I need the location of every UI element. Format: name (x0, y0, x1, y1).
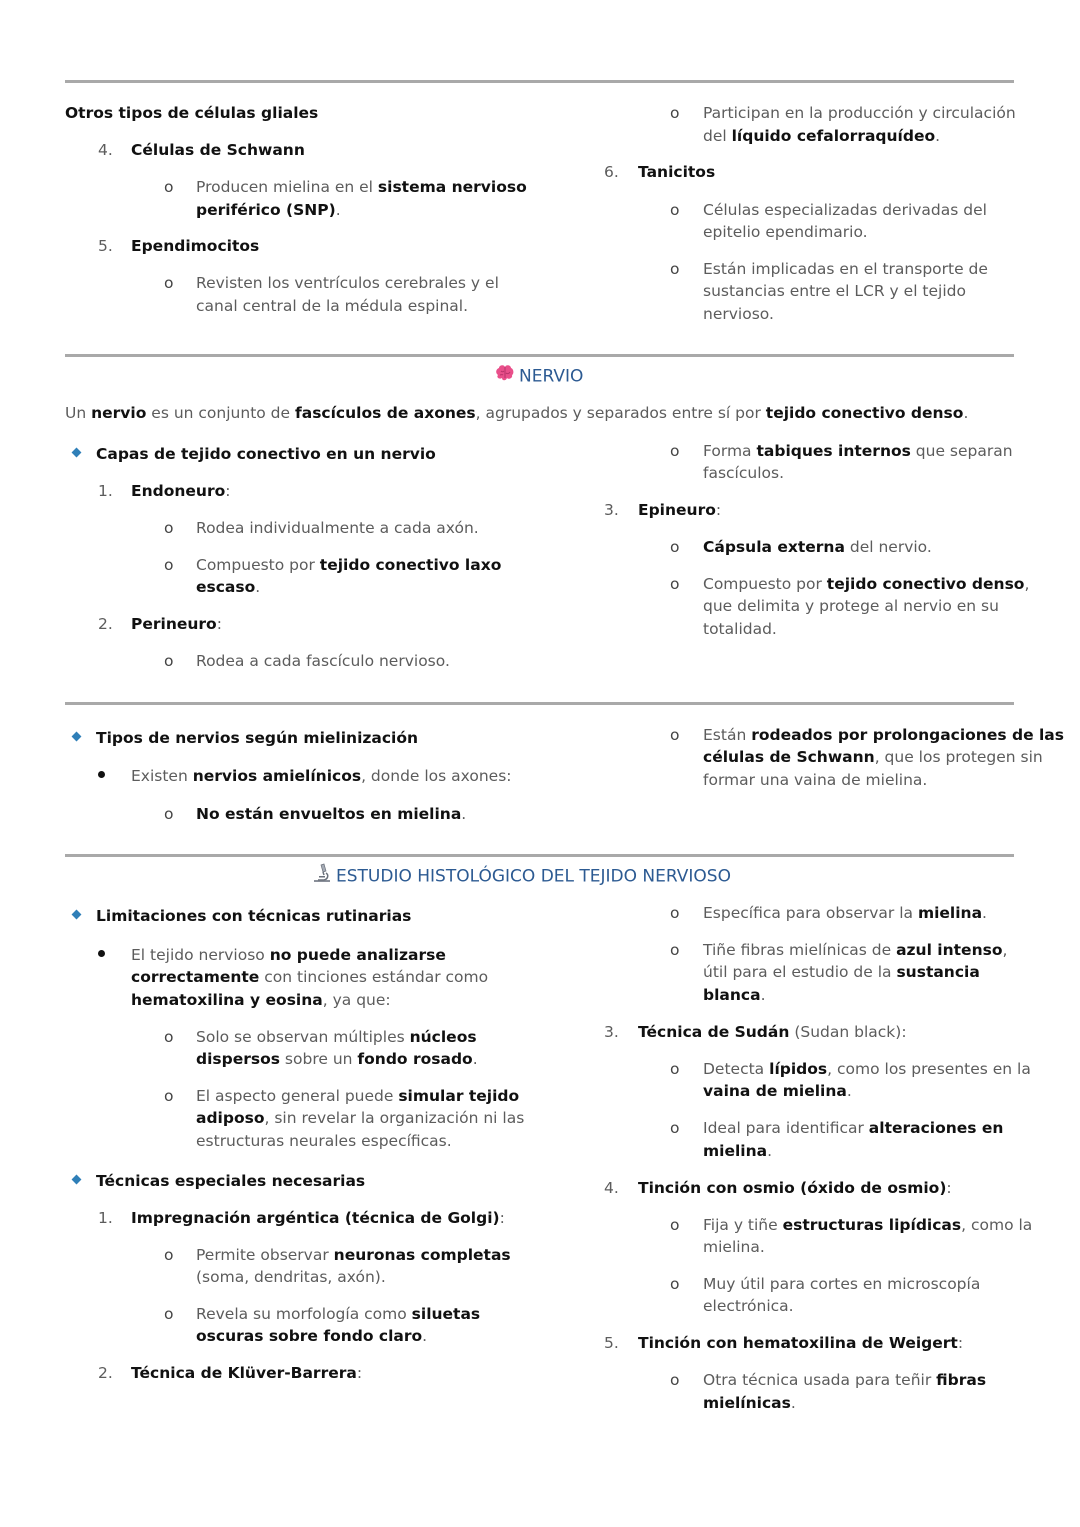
bullet-text: fascículos. (703, 464, 784, 482)
bullet-marker: o (670, 538, 680, 556)
bullet-text: Tiñe fibras mielínicas de azul intenso, (703, 941, 1008, 959)
dot-bullet-icon (98, 950, 105, 957)
list-number: 4. (98, 141, 113, 159)
dot-bullet-icon (98, 771, 105, 778)
bullet-text: adiposo, sin revelar la organización ni las (196, 1109, 525, 1127)
list-item-perineuro: Perineuro: (131, 615, 222, 633)
bullet-text: hematoxilina y eosina, ya que: (131, 991, 391, 1009)
list-item-epineuro: Epineuro: (638, 501, 722, 519)
bullet-text: del líquido cefalorraquídeo. (703, 127, 941, 145)
bullet-marker: o (670, 941, 680, 959)
bullet-marker: o (164, 519, 174, 537)
microscope-icon (312, 863, 332, 890)
bullet-text: Específica para observar la mielina. (703, 904, 987, 922)
bullet-text: canal central de la médula espinal. (196, 297, 469, 315)
bullet-text: Compuesto por tejido conectivo denso, (703, 575, 1030, 593)
bullet-text: Rodea a cada fascículo nervioso. (196, 652, 450, 670)
list-number: 3. (604, 501, 619, 519)
list-number: 1. (98, 1209, 113, 1227)
bullet-marker: o (164, 652, 174, 670)
bullet-marker: o (670, 442, 680, 460)
list-number: 5. (604, 1334, 619, 1352)
bullet-text: Compuesto por tejido conectivo laxo (196, 556, 502, 574)
bullet-text: (soma, dendritas, axón). (196, 1268, 386, 1286)
divider (65, 702, 1014, 705)
bullet-marker: o (164, 805, 174, 823)
nervio-intro: Un nervio es un conjunto de fascículos de axones, agrupados y separados entre sí por tejido conectivo denso. (65, 404, 969, 422)
bullet-marker: o (164, 1246, 174, 1264)
bullet-marker: o (164, 1087, 174, 1105)
bullet-text: estructuras neurales específicas. (196, 1132, 452, 1150)
bullet-text: totalidad. (703, 620, 777, 638)
bullet-text: Revela su morfología como siluetas (196, 1305, 481, 1323)
bullet-text: útil para el estudio de la sustancia (703, 963, 980, 981)
bullet-text: Producen mielina en el sistema nervioso (196, 178, 527, 196)
top-divider (65, 80, 1014, 83)
list-item-schwann: Células de Schwann (131, 141, 305, 159)
subheading-limitaciones: Limitaciones con técnicas rutinarias (96, 907, 412, 925)
divider (65, 354, 1014, 357)
bullet-text: escaso. (196, 578, 261, 596)
bullet-text: Están rodeados por prolongaciones de las (703, 726, 1064, 744)
bullet-text: epitelio ependimario. (703, 223, 868, 241)
bullet-text: Otra técnica usada para teñir fibras (703, 1371, 987, 1389)
subheading-tecnicas: Técnicas especiales necesarias (96, 1172, 366, 1190)
diamond-bullet-icon (72, 448, 82, 458)
bullet-text: El aspecto general puede simular tejido (196, 1087, 520, 1105)
bullet-text: Fija y tiñe estructuras lipídicas, como la (703, 1216, 1033, 1234)
bullet-marker: o (164, 178, 174, 196)
bullet-text: Cápsula externa del nervio. (703, 538, 932, 556)
bullet-marker: o (670, 1275, 680, 1293)
bullet-text: mielina. (703, 1238, 765, 1256)
bullet-text: blanca. (703, 986, 766, 1004)
list-item-tanicitos: Tanicitos (638, 163, 716, 181)
list-number: 2. (98, 1364, 113, 1382)
bullet-text: El tejido nervioso no puede analizarse (131, 946, 446, 964)
bullet-text: Participan en la producción y circulación (703, 104, 1016, 122)
list-number: 5. (98, 237, 113, 255)
list-item-golgi: Impregnación argéntica (técnica de Golgi): (131, 1209, 505, 1227)
bullet-marker: o (670, 1060, 680, 1078)
bullet-text: nervioso. (703, 305, 774, 323)
bullet-marker: o (670, 575, 680, 593)
list-item-kluver: Técnica de Klüver-Barrera: (131, 1364, 363, 1382)
bullet-text: que delimita y protege al nervio en su (703, 597, 999, 615)
bullet-text: oscuras sobre fondo claro. (196, 1327, 428, 1345)
bullet-marker: o (164, 1305, 174, 1323)
bullet-marker: o (670, 1371, 680, 1389)
list-item-ependimocitos: Ependimocitos (131, 237, 260, 255)
bullet-text: Revisten los ventrículos cerebrales y el (196, 274, 499, 292)
bullet-text: sustancias entre el LCR y el tejido (703, 282, 966, 300)
bullet-text: Muy útil para cortes en microscopía (703, 1275, 981, 1293)
bullet-text: electrónica. (703, 1297, 794, 1315)
bullet-marker: o (164, 1028, 174, 1046)
bullet-text: Ideal para identificar alteraciones en (703, 1119, 1004, 1137)
bullet-marker: o (670, 260, 680, 278)
section-heading-nervio: NERVIO (495, 364, 583, 389)
list-item-osmio: Tinción con osmio (óxido de osmio): (638, 1179, 952, 1197)
diamond-bullet-icon (72, 910, 82, 920)
bullet-marker: o (670, 904, 680, 922)
bullet-marker: o (670, 1119, 680, 1137)
diamond-bullet-icon (72, 1175, 82, 1185)
bullet-text: mielínicas. (703, 1394, 796, 1412)
bullet-text: mielina. (703, 1142, 773, 1160)
bullet-text: formar una vaina de mielina. (703, 771, 928, 789)
bullet-text: Células especializadas derivadas del (703, 201, 987, 219)
list-item-weigert: Tinción con hematoxilina de Weigert: (638, 1334, 964, 1352)
bullet-text: Rodea individualmente a cada axón. (196, 519, 479, 537)
diamond-bullet-icon (72, 732, 82, 742)
bullet-marker: o (670, 104, 680, 122)
bullet-marker: o (670, 1216, 680, 1234)
bullet-text: Permite observar neuronas completas (196, 1246, 511, 1264)
bullet-marker: o (164, 556, 174, 574)
bullet-marker: o (670, 726, 680, 744)
bullet-text: Existen nervios amielínicos, donde los axones: (131, 767, 512, 785)
list-number: 3. (604, 1023, 619, 1041)
bullet-text: Detecta lípidos, como los presentes en la (703, 1060, 1031, 1078)
list-number: 1. (98, 482, 113, 500)
bullet-text: Están implicadas en el transporte de (703, 260, 988, 278)
list-number: 6. (604, 163, 619, 181)
bullet-text: vaina de mielina. (703, 1082, 852, 1100)
bullet-marker: o (670, 201, 680, 219)
bullet-text: células de Schwann, que los protegen sin (703, 748, 1043, 766)
subheading-capas: Capas de tejido conectivo en un nervio (96, 445, 436, 463)
section-title-glial: Otros tipos de células gliales (65, 104, 319, 122)
brain-icon (495, 364, 515, 389)
bullet-text: Forma tabiques internos que separan (703, 442, 1013, 460)
section-heading-estudio: ESTUDIO HISTOLÓGICO DEL TEJIDO NERVIOSO (312, 863, 731, 890)
divider (65, 854, 1014, 857)
list-item-endoneuro: Endoneuro: (131, 482, 231, 500)
subheading-tipos: Tipos de nervios según mielinización (96, 729, 419, 747)
list-item-sudan: Técnica de Sudán (Sudan black): (638, 1023, 907, 1041)
list-number: 4. (604, 1179, 619, 1197)
bullet-text: correctamente con tinciones estándar como (131, 968, 489, 986)
bullet-text: periférico (SNP). (196, 201, 341, 219)
bullet-text: No están envueltos en mielina. (196, 805, 467, 823)
bullet-marker: o (164, 274, 174, 292)
list-number: 2. (98, 615, 113, 633)
bullet-text: Solo se observan múltiples núcleos (196, 1028, 477, 1046)
bullet-text: dispersos sobre un fondo rosado. (196, 1050, 478, 1068)
